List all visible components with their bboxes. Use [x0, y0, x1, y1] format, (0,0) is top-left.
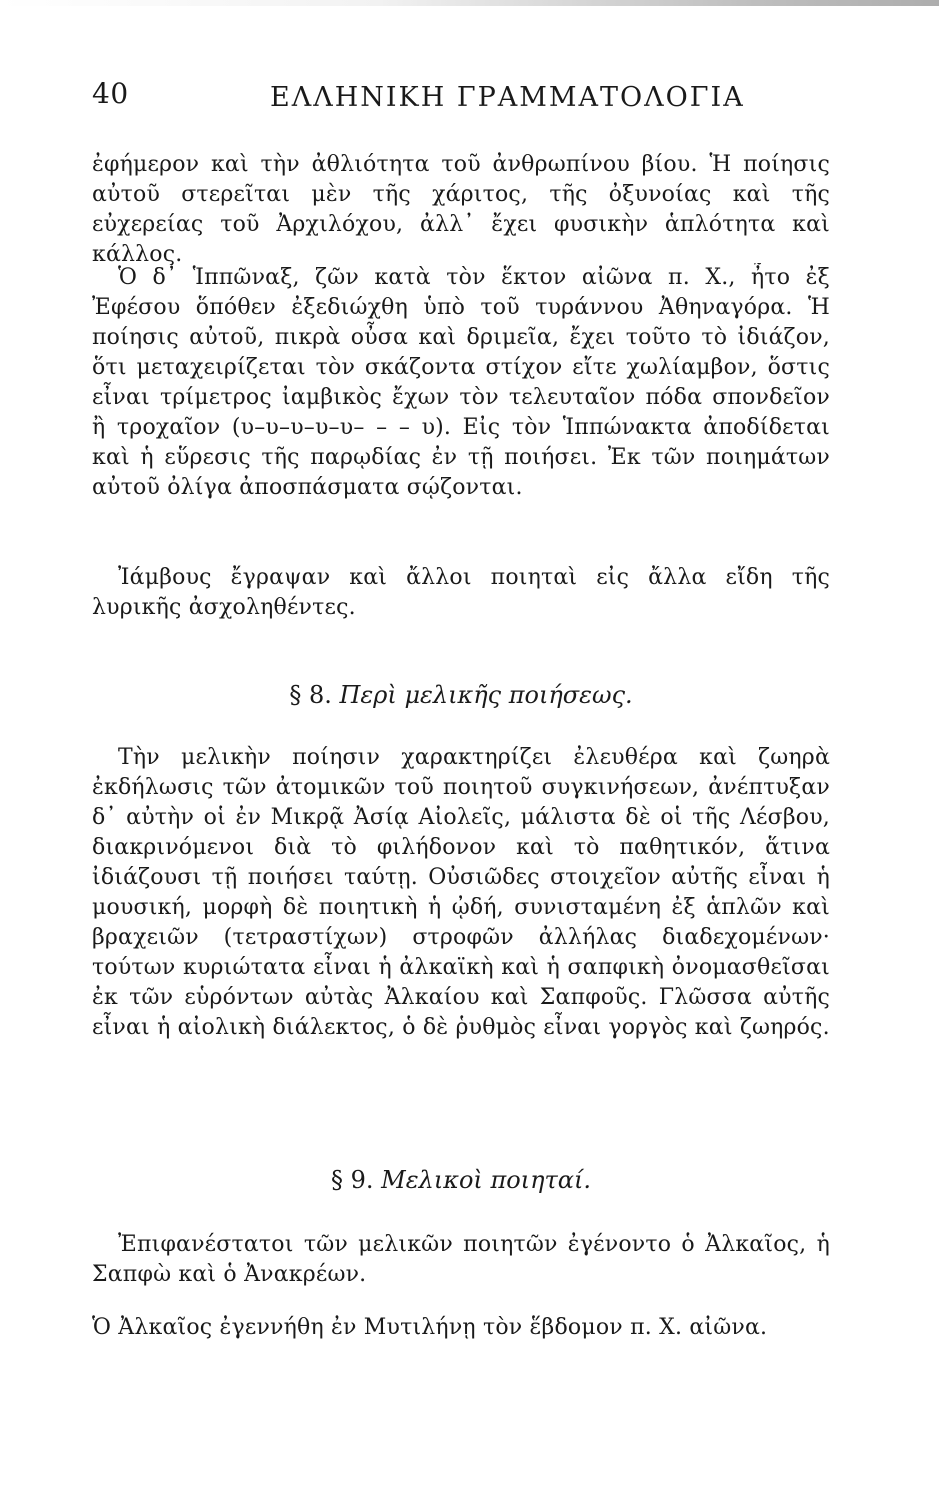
paragraph-alcaeus: Ὁ Ἀλκαῖος ἐγεννήθη ἐν Μυτιλήνῃ τὸν ἕβδομον π. Χ. αἰῶνα. [92, 1315, 768, 1340]
section-title: Μελικοὶ ποιηταί. [381, 1166, 591, 1194]
running-head: ΕΛΛΗΝΙΚΗ ΓΡΑΜΜΑΤΟΛΟΓΙΑ [270, 82, 745, 113]
section-number: § 9. [330, 1166, 374, 1194]
page-number: 40 [92, 77, 129, 110]
paragraph-famous-melic-poets: Ἐπιφανέστατοι τῶν μελικῶν ποιητῶν ἐγένοντο ὁ Ἀλκαῖος, ἡ Σαπφὼ καὶ ὁ Ἀνακρέων. [92, 1232, 830, 1287]
section-title: Περὶ μελικῆς ποιήσεως. [339, 681, 633, 709]
section-heading-9 [92, 1165, 830, 1195]
paragraph-other-iambic-poets: Ἰάμβους ἔγραψαν καὶ ἄλλοι ποιηταὶ εἰς ἄλλα εἴδη τῆς λυρικῆς ἀσχοληθέντες. [92, 565, 830, 620]
paragraph-hipponax: Ὁ δ᾿ Ἱππῶναξ, ζῶν κατὰ τὸν ἕκτον αἰῶνα π. Χ., ἦτο ἐξ Ἐφέσου ὅπόθεν ἐξεδιώχθη ὑπὸ τοῦ τυράννου Ἀθηναγόρα. Ἡ ποίησις αὐτοῦ, πικρὰ οὖσα καὶ δριμεῖα, ἔχει τοῦτο τὸ ἰδιάζον, ὅτι μεταχειρίζεται τὸν σκάζοντα στίχον εἴτε χωλίαμβον, ὅστις εἶναι τρίμετρος ἰαμβικὸς ἔχων τὸν τελευταῖον πόδα σπονδεῖον ἢ τροχαῖον (υ–υ–υ–υ–υ– – – υ). Εἰς τὸν Ἱππώνακτα ἀποδίδεται καὶ ἡ εὕρεσις τῆς παρῳδίας ἐν τῇ ποιήσει. Ἐκ τῶν ποιημάτων αὐτοῦ ὀλίγα ἀποσπάσματα σῴζονται. [92, 265, 830, 500]
paragraph-melic-poetry: Τὴν μελικὴν ποίησιν χαρακτηρίζει ἐλευθέρα καὶ ζωηρὰ ἐκδήλωσις τῶν ἀτομικῶν τοῦ ποιητοῦ συγκινήσεων, ἀνέπτυξαν δ᾿ αὐτὴν οἱ ἐν Μικρᾷ Ἀσίᾳ Αἰολεῖς, μάλιστα δὲ οἱ τῆς Λέσβου, διακρινόμενοι διὰ τὸ φιλήδονον καὶ τὸ παθητικόν, ἅτινα ἰδιάζουσι τῇ ποιήσει ταύτῃ. Οὐσιῶδες στοιχεῖον αὐτῆς εἶναι ἡ μουσική, μορφὴ δὲ ποιητικὴ ἡ ᾠδή, συνισταμένη ἐξ ἁπλῶν καὶ βραχειῶν (τετραστίχων) στροφῶν ἀλλήλας διαδεχομένων· τούτων κυριώτατα εἶναι ἡ ἀλκαϊκὴ καὶ ἡ σαπφικὴ ὀνομασθεῖσαι ἐκ τῶν εὑρόντων αὐτὰς Ἀλκαίου καὶ Σαπφοῦς. Γλῶσσα αὐτῆς εἶναι ἡ αἰολικὴ διάλεκτος, ὁ δὲ ῥυθμὸς εἶναι γοργὸς καὶ ζωηρός. [92, 745, 830, 1040]
section-heading-8 [92, 680, 830, 710]
paragraph-hipponax-intro-end: ἐφήμερον καὶ τὴν ἀθλιότητα τοῦ ἀνθρωπίνου βίου. Ἡ ποίησις αὐτοῦ στερεῖται μὲν τῆς χάριτος, τῆς ὀξυνοίας καὶ τῆς εὐχερείας τοῦ Ἀρχιλόχου, ἀλλ᾿ ἔχει φυσικὴν ἁπλότητα καὶ κάλλος. [92, 152, 830, 265]
section-number: § 8. [289, 681, 332, 709]
